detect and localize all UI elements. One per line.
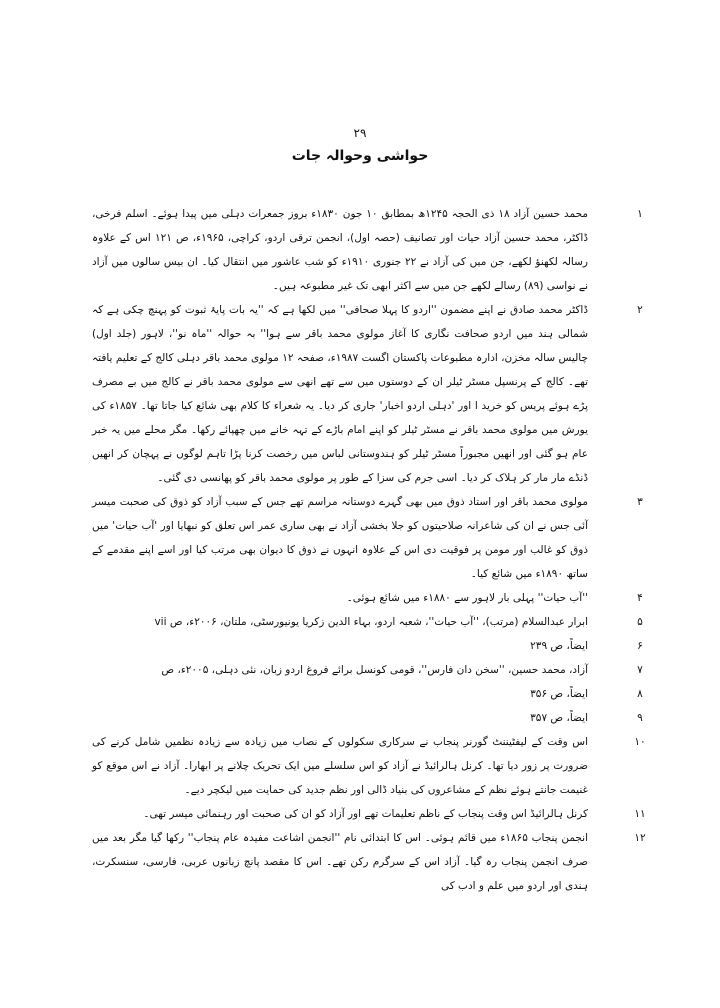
footnote-text: کرنل ہالرائیڈ اس وقت پنجاب کے ناظم تعلیمات تھے اور آزاد کو ان کی صحبت اور رہنمائی میسر تھی۔: [143, 808, 588, 820]
footnote-number: ۹: [637, 712, 643, 724]
footnote-text: ابرار عبدالسلام (مرتب)، ''آب حیات''، شعبہ اردو، بہاء الدین زکریا یونیورسٹی، ملتان، ۲۰۰۶ء، ص vii: [154, 616, 588, 628]
page-title: حواشی وحوالہ جات: [291, 148, 429, 164]
footnote-number: ۱۲: [634, 832, 646, 844]
footnote-number: ۵: [637, 616, 643, 628]
footnote-item: [92, 490, 652, 586]
footnote-number: ۱۰: [634, 736, 646, 748]
footnote-text: ڈاکٹر محمد صادق نے اپنے مضمون ''اردو کا پہلا صحافی'' میں لکھا ہے کہ ''یہ بات پایۂ ثبوت کو پہنچ چکی ہے کہ شمالی ہند میں اردو صحافت نگاری کا آغاز مولوی محمد باقر سے ہوا'' بہ حوالہ ''ماہ نو''، لاہور (جلد اول) چالیس سالہ مخزن، ادارہ مطبوعات پاکستان اگست ۱۹۸۷ء، صفحہ ۱۲ مولوی محمد باقر دہلی کالج کے تعلیم یافتہ تھے۔ کالج کے پرنسپل مسٹر ٹیلر ان کے دوستوں میں سے تھے انھی سے مولوی محمد باقر نے کالج میں بے مصرف پڑے ہوئے پریس کو خرید ا اور 'دہلی اردو اخبار' جاری کر دیا۔ یہ شعراء کا کلام بھی شائع کیا جاتا تھا۔ ۱۸۵۷ء کی یورش میں مولوی محمد باقر نے مسٹر ٹیلر کو اپنے امام باڑے کے تہہ خانے میں چھپائے رکھا۔ مگر محلے میں یہ خبر عام ہو گئی اور انھیں مجبوراً مسٹر ٹیلر کو ہندوستانی لباس میں رخصت کرنا پڑا تاہم لوگوں نے پہچان کر انھیں ڈنڈے مار مار کر ہلاک کر دیا۔ اسی جرم کی سزا کے طور پر مولوی محمد باقر کو پھانسی دی گئی۔: [92, 304, 588, 484]
footnote-text: محمد حسین آزاد ۱۸ ذی الحجہ ۱۲۴۵ھ بمطابق ۱۰ جون ۱۸۳۰ء بروز جمعرات دہلی میں پیدا ہوئے۔ اسلم فرخی، ڈاکٹر، محمد حسین آزاد حیات اور تصانیف (حصہ اول)، انجمن ترقی اردو، کراچی، ۱۹۶۵ء، ص ۱۲۱ اس کے علاوہ رسالہ لکھنؤ لکھے، جن میں کی آزاد نے ۲۲ جنوری ۱۹۱۰ء کو شب عاشور میں انتقال کیا۔ ان بیس سالوں میں آزاد نے نواسی (۸۹) رسالے لکھے جن میں سے اکثر ابھی تک غیر مطبوعہ ہیں۔: [92, 208, 588, 292]
footnote-item: [92, 658, 652, 682]
footnote-item: [92, 610, 652, 634]
footnote-number: ۴: [637, 592, 643, 604]
footnote-text: انجمن پنجاب ۱۸۶۵ء میں قائم ہوئی۔ اس کا ابتدائی نام ''انجمن اشاعت مفیدہ عام پنجاب'' رکھا گیا مگر بعد میں صرف انجمن پنجاب رہ گیا۔ آزاد اس کے سرگرم رکن تھے۔ اس کا مقصد پانچ زبانوں عربی، فارسی، سنسکرت، ہندی اور اردو میں علم و ادب کی: [92, 832, 589, 892]
footnote-number: ۸: [637, 688, 643, 700]
footnote-text: آزاد، محمد حسین، ''سخن دان فارس''، قومی کونسل برائے فروغ اردو زبان، نئی دہلی، ۲۰۰۵ء، ص: [161, 664, 588, 676]
footnote-number: ۳: [637, 496, 643, 508]
footnote-text: ایضاً، ص ۳۵۶: [530, 688, 588, 700]
footnote-item: [92, 682, 652, 706]
footnote-item: [92, 634, 652, 658]
footnote-number: ۷: [637, 664, 643, 676]
footnote-item: [92, 802, 652, 826]
footnote-item: [92, 298, 652, 490]
footnote-text: ایضاً، ص ۲۳۹: [530, 640, 588, 652]
footnote-item: [92, 202, 652, 298]
footnote-text: ''آب حیات'' پہلی بار لاہور سے ۱۸۸۰ء میں شائع ہوئی۔: [346, 592, 588, 604]
footnote-item: [92, 706, 652, 730]
footnote-number: ۱۱: [634, 808, 646, 820]
footnote-text: ایضاً، ص ۳۵۷: [530, 712, 588, 724]
footnote-number: ۱: [637, 208, 643, 220]
notes-list: [92, 202, 652, 898]
footnote-text: مولوی محمد باقر اور استاد ذوق میں بھی گہرے دوستانہ مراسم تھے جس کے سبب آزاد کو ذوق کی صحبت میسر آئی جس نے ان کی شاعرانہ صلاحیتوں کو جلا بخشی آزاد نے بھی ساری عمر اس تعلق کو نبھایا اور 'آب حیات' میں ذوق کو غالب اور مومن پر فوقیت دی اس کے علاوہ انہوں نے ذوق کا دیوان بھی مرتب کیا اور اسے اپنے مقدمے کے ساتھ ۱۸۹۰ء میں شائع کیا۔: [92, 496, 588, 580]
page-number: ۲۹: [353, 126, 367, 140]
footnote-number: ۶: [637, 640, 643, 652]
footnote-item: [92, 826, 652, 898]
footnote-item: [92, 586, 652, 610]
footnote-text: اس وقت کے لیفٹیننٹ گورنر پنجاب نے سرکاری سکولوں کے نصاب میں زیادہ سے زیادہ نظمیں شامل کرنے کی ضرورت پر زور دیا تھا۔ کرنل ہالرائیڈ نے آزاد کو اس سلسلے میں ایک تحریک چلانے پر ابھارا۔ آزاد نے اس موقع کو غنیمت جانتے ہوئے نظم کے مشاعروں کی بنیاد ڈالی اور نظم جدید کی حمایت میں لیکچر دیے۔: [92, 736, 588, 796]
footnote-item: [92, 730, 652, 802]
footnote-number: ۲: [637, 304, 643, 316]
